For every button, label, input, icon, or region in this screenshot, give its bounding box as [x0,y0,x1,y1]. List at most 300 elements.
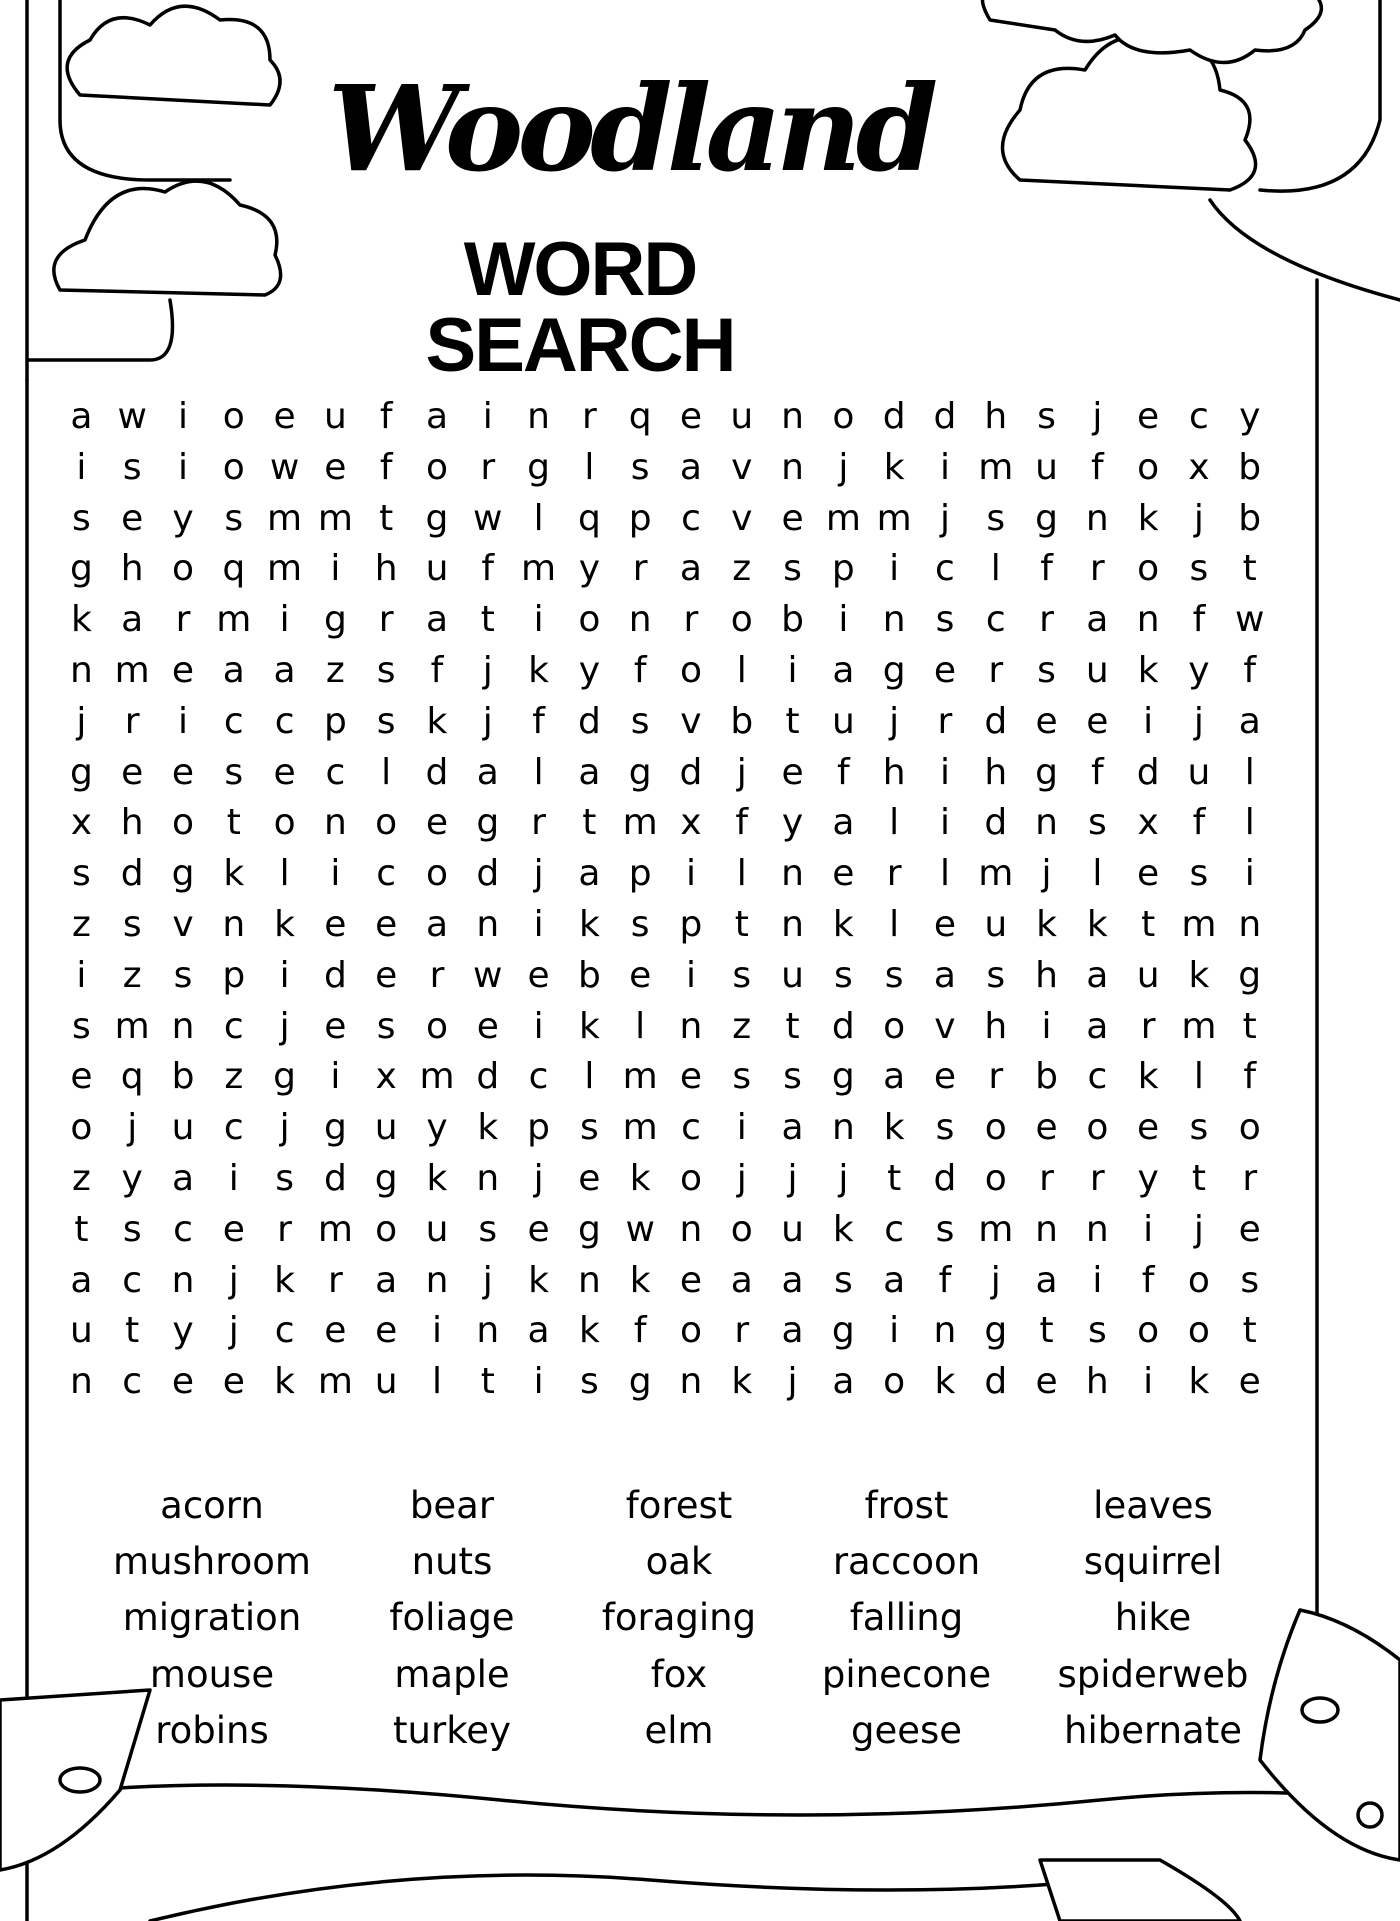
grid-letter[interactable]: v [934,1005,956,1047]
grid-letter[interactable]: s [72,853,91,895]
grid-letter[interactable]: f [1192,599,1206,641]
grid-letter[interactable]: o [1137,548,1160,590]
grid-letter[interactable]: f [1192,802,1206,844]
grid-letter[interactable]: k [883,1107,905,1149]
grid-letter[interactable]: s [72,497,91,539]
grid-letter[interactable]: s [224,751,244,793]
grid-letter[interactable]: i [1143,1208,1154,1250]
grid-letter[interactable]: a [70,396,93,437]
grid-letter[interactable]: s [732,954,752,996]
grid-letter[interactable]: d [831,1005,855,1047]
grid-letter[interactable]: j [1041,853,1052,895]
grid-letter[interactable]: j [228,1310,239,1352]
grid-letter[interactable]: r [1089,548,1105,590]
grid-letter[interactable]: e [375,903,398,945]
grid-letter[interactable]: a [1086,599,1109,641]
grid-letter[interactable]: m [317,1208,353,1250]
grid-letter[interactable]: d [984,700,1008,742]
grid-letter[interactable]: v [680,700,702,742]
grid-letter[interactable]: k [426,1157,448,1199]
grid-letter[interactable]: f [938,1259,952,1301]
grid-letter[interactable]: a [425,396,448,437]
grid-letter[interactable]: d [984,1361,1008,1403]
grid-letter[interactable]: l [1244,751,1255,793]
grid-letter[interactable]: k [274,1361,296,1403]
grid-letter[interactable]: e [578,1157,601,1199]
grid-letter[interactable]: v [731,497,753,539]
grid-letter[interactable]: k [70,599,92,641]
grid-letter[interactable]: f [837,751,850,793]
grid-letter[interactable]: s [478,1208,498,1250]
grid-letter[interactable]: q [120,1056,144,1098]
grid-letter[interactable]: k [934,1361,956,1403]
grid-letter[interactable]: d [323,954,347,996]
grid-letter[interactable]: k [1188,954,1210,996]
grid-letter[interactable]: y [172,1310,194,1352]
grid-letter[interactable]: y [426,1107,448,1149]
grid-letter[interactable]: u [1035,446,1058,488]
grid-letter[interactable]: e [781,497,804,539]
grid-letter[interactable]: x [1188,446,1210,488]
grid-letter[interactable]: s [935,599,955,641]
grid-letter[interactable]: t [226,802,241,844]
grid-letter[interactable]: n [882,599,906,641]
grid-letter[interactable]: l [533,497,544,539]
grid-letter[interactable]: t [74,1208,89,1250]
grid-letter[interactable]: t [125,1310,140,1352]
grid-letter[interactable]: i [1143,700,1154,742]
grid-letter[interactable]: e [375,954,398,996]
grid-letter[interactable]: z [122,954,142,996]
grid-letter[interactable]: k [629,1259,651,1301]
grid-letter[interactable]: e [324,903,347,945]
grid-letter[interactable]: p [323,700,347,742]
grid-letter[interactable]: i [482,396,493,437]
grid-letter[interactable]: g [527,446,550,488]
grid-letter[interactable]: a [1035,1259,1058,1301]
grid-letter[interactable]: f [532,700,545,742]
grid-letter[interactable]: g [831,1056,855,1098]
grid-letter[interactable]: k [832,1208,854,1250]
grid-letter[interactable]: p [628,853,652,895]
grid-letter[interactable]: h [120,802,144,844]
grid-letter[interactable]: c [274,1310,295,1352]
grid-letter[interactable]: b [577,954,601,996]
grid-letter[interactable]: w [625,1208,655,1250]
grid-letter[interactable]: a [832,1361,855,1403]
grid-letter[interactable]: e [1137,853,1160,895]
grid-letter[interactable]: e [273,751,296,793]
grid-letter[interactable]: s [1189,1107,1209,1149]
grid-letter[interactable]: u [69,1310,93,1352]
grid-letter[interactable]: s [72,1005,91,1047]
grid-letter[interactable]: j [889,700,900,742]
grid-letter[interactable]: e [679,396,703,437]
grid-letter[interactable]: d [323,1157,347,1199]
grid-letter[interactable]: j [838,1157,849,1199]
grid-letter[interactable]: i [685,853,696,895]
grid-letter[interactable]: f [481,548,495,590]
grid-letter[interactable]: r [124,700,140,742]
grid-letter[interactable]: r [581,396,597,437]
grid-letter[interactable]: m [419,1056,455,1098]
grid-letter[interactable]: g [1238,954,1262,996]
grid-letter[interactable]: d [476,1056,500,1098]
grid-letter[interactable]: d [120,853,144,895]
grid-letter[interactable]: s [986,954,1006,996]
grid-letter[interactable]: s [579,1361,599,1403]
grid-letter[interactable]: k [528,649,549,691]
grid-letter[interactable]: o [883,1005,906,1047]
grid-letter[interactable]: j [279,1107,290,1149]
grid-letter[interactable]: t [1242,1005,1257,1047]
grid-letter[interactable]: e [324,446,347,488]
grid-letter[interactable]: b [730,700,754,742]
grid-letter[interactable]: o [171,548,194,590]
grid-letter[interactable]: e [781,751,804,793]
grid-letter[interactable]: o [883,1361,906,1403]
grid-letter[interactable]: r [886,853,902,895]
grid-letter[interactable]: k [528,1259,549,1301]
grid-letter[interactable]: j [787,1157,798,1199]
grid-letter[interactable]: s [122,903,142,945]
grid-letter[interactable]: h [984,396,1008,437]
grid-letter[interactable]: j [76,700,87,742]
grid-letter[interactable]: n [323,802,347,844]
grid-letter[interactable]: s [783,1056,802,1098]
grid-letter[interactable]: s [630,700,650,742]
grid-letter[interactable]: k [578,1310,600,1352]
grid-letter[interactable]: t [785,700,800,742]
grid-letter[interactable]: e [933,903,957,945]
grid-letter[interactable]: g [374,1157,398,1199]
grid-letter[interactable]: i [279,599,290,641]
grid-letter[interactable]: a [933,954,956,996]
grid-letter[interactable]: i [838,599,849,641]
grid-letter[interactable]: n [476,1157,500,1199]
grid-letter[interactable]: l [889,903,900,945]
grid-letter[interactable]: a [781,1259,804,1301]
grid-letter[interactable]: k [477,1107,499,1149]
grid-letter[interactable]: l [431,1361,442,1403]
grid-letter[interactable]: i [533,599,544,641]
grid-letter[interactable]: t [1242,548,1257,590]
grid-letter[interactable]: y [1239,396,1261,437]
grid-letter[interactable]: d [476,853,500,895]
grid-letter[interactable]: o [375,802,398,844]
grid-letter[interactable]: s [173,954,193,996]
grid-letter[interactable]: s [833,954,853,996]
grid-letter[interactable]: m [267,497,303,539]
grid-letter[interactable]: t [734,903,749,945]
grid-letter[interactable]: g [273,1056,297,1098]
grid-letter[interactable]: o [171,802,194,844]
grid-letter[interactable]: e [933,649,957,691]
grid-letter[interactable]: d [425,751,449,793]
grid-letter[interactable]: c [223,1107,244,1149]
grid-letter[interactable]: t [1191,1157,1206,1199]
grid-letter[interactable]: g [628,1361,652,1403]
grid-letter[interactable]: s [1189,853,1209,895]
grid-letter[interactable]: g [69,548,93,590]
grid-letter[interactable]: y [172,497,194,539]
grid-letter[interactable]: q [628,396,652,437]
grid-letter[interactable]: d [679,751,703,793]
grid-letter[interactable]: u [425,548,449,590]
grid-letter[interactable]: l [736,649,747,691]
grid-letter[interactable]: a [121,599,144,641]
grid-letter[interactable]: j [990,1259,1001,1301]
grid-letter[interactable]: s [783,548,802,590]
grid-letter[interactable]: f [430,649,444,691]
grid-letter[interactable]: l [584,446,595,488]
grid-letter[interactable]: o [679,649,702,691]
grid-letter[interactable]: e [1035,700,1058,742]
grid-letter[interactable]: i [177,446,188,488]
grid-letter[interactable]: z [325,649,345,691]
grid-letter[interactable]: i [76,446,87,488]
grid-letter[interactable]: n [1136,599,1160,641]
grid-letter[interactable]: h [984,751,1008,793]
grid-letter[interactable]: z [224,1056,244,1098]
grid-letter[interactable]: e [1238,1208,1261,1250]
grid-letter[interactable]: r [1140,1005,1156,1047]
grid-letter[interactable]: f [1141,1259,1155,1301]
grid-letter[interactable]: i [889,548,900,590]
grid-letter[interactable]: i [76,954,87,996]
grid-letter[interactable]: e [1035,1361,1058,1403]
grid-letter[interactable]: k [1086,903,1108,945]
grid-letter[interactable]: e [1035,1107,1058,1149]
grid-letter[interactable]: f [1040,548,1053,590]
grid-letter[interactable]: n [628,599,652,641]
grid-letter[interactable]: n [69,1361,93,1403]
grid-letter[interactable]: g [69,751,93,793]
grid-letter[interactable]: t [785,1005,800,1047]
grid-letter[interactable]: u [781,1208,804,1250]
grid-letter[interactable]: n [781,446,804,488]
grid-letter[interactable]: e [324,1310,347,1352]
grid-letter[interactable]: m [876,497,912,539]
grid-letter[interactable]: m [114,649,150,691]
grid-letter[interactable]: r [1242,1157,1258,1199]
grid-letter[interactable]: a [832,649,855,691]
grid-letter[interactable]: c [681,497,701,539]
grid-letter[interactable]: z [732,548,752,590]
grid-letter[interactable]: n [476,903,500,945]
grid-letter[interactable]: r [1089,1157,1105,1199]
grid-letter[interactable]: m [521,548,557,590]
grid-letter[interactable]: x [1137,802,1159,844]
grid-letter[interactable]: j [127,1107,138,1149]
grid-letter[interactable]: c [985,599,1006,641]
grid-letter[interactable]: l [279,853,290,895]
grid-letter[interactable]: v [731,446,753,488]
grid-letter[interactable]: r [480,446,496,488]
grid-letter[interactable]: y [781,802,804,844]
grid-letter[interactable]: x [375,1056,397,1098]
grid-letter[interactable]: i [330,548,341,590]
grid-letter[interactable]: o [1187,1259,1210,1301]
grid-letter[interactable]: w [473,497,503,539]
grid-letter[interactable]: b [171,1056,195,1098]
grid-letter[interactable]: s [630,446,650,488]
grid-letter[interactable]: r [937,700,953,742]
grid-letter[interactable]: j [787,1361,798,1403]
grid-letter[interactable]: t [480,1361,495,1403]
grid-letter[interactable]: f [735,802,749,844]
grid-letter[interactable]: j [838,446,849,488]
grid-letter[interactable]: a [781,1310,804,1352]
grid-letter[interactable]: i [685,954,696,996]
grid-letter[interactable]: o [679,1310,702,1352]
grid-letter[interactable]: c [376,853,397,895]
grid-letter[interactable]: i [431,1310,442,1352]
grid-letter[interactable]: o [1187,1310,1210,1352]
grid-letter[interactable]: n [222,903,246,945]
grid-letter[interactable]: j [1193,497,1204,539]
grid-letter[interactable]: n [527,396,550,437]
grid-letter[interactable]: u [730,396,754,437]
grid-letter[interactable]: i [736,1107,747,1149]
grid-letter[interactable]: p [679,903,703,945]
grid-letter[interactable]: j [1193,700,1204,742]
grid-letter[interactable]: n [781,853,804,895]
grid-letter[interactable]: n [1035,802,1058,844]
grid-letter[interactable]: p [628,497,652,539]
grid-letter[interactable]: k [223,853,245,895]
grid-letter[interactable]: r [632,548,648,590]
grid-letter[interactable]: s [1189,548,1209,590]
grid-letter[interactable]: g [1035,497,1058,539]
grid-letter[interactable]: e [933,1056,957,1098]
grid-letter[interactable]: k [426,700,448,742]
grid-letter[interactable]: m [317,497,353,539]
grid-letter[interactable]: e [629,954,652,996]
grid-letter[interactable]: a [679,446,702,488]
grid-letter[interactable]: u [323,396,347,437]
grid-letter[interactable]: m [978,446,1014,488]
grid-letter[interactable]: i [1244,853,1255,895]
grid-letter[interactable]: o [273,802,296,844]
grid-letter[interactable]: c [274,700,295,742]
grid-letter[interactable]: e [679,1056,703,1098]
grid-letter[interactable]: a [730,1259,753,1301]
grid-letter[interactable]: u [1136,954,1160,996]
grid-letter[interactable]: u [984,903,1008,945]
grid-letter[interactable]: y [578,548,601,590]
grid-letter[interactable]: k [1036,903,1057,945]
grid-letter[interactable]: s [1240,1259,1260,1301]
grid-letter[interactable]: u [1085,649,1109,691]
grid-letter[interactable]: j [482,700,493,742]
grid-letter[interactable]: x [70,802,93,844]
grid-letter[interactable]: f [1243,1056,1257,1098]
grid-letter[interactable]: a [425,599,448,641]
grid-letter[interactable]: l [635,1005,646,1047]
grid-letter[interactable]: i [889,1310,900,1352]
grid-letter[interactable]: d [577,700,601,742]
grid-letter[interactable]: l [1244,802,1255,844]
grid-letter[interactable]: s [376,1005,396,1047]
grid-letter[interactable]: g [171,853,195,895]
grid-letter[interactable]: g [1035,751,1058,793]
grid-letter[interactable]: n [69,649,93,691]
grid-letter[interactable]: j [736,751,747,793]
grid-letter[interactable]: g [831,1310,855,1352]
grid-letter[interactable]: s [630,903,650,945]
grid-letter[interactable]: t [1141,903,1156,945]
grid-letter[interactable]: l [533,751,544,793]
grid-letter[interactable]: n [781,396,804,437]
grid-letter[interactable]: m [978,853,1014,895]
grid-letter[interactable]: o [1238,1107,1261,1149]
grid-letter[interactable]: u [1187,751,1211,793]
grid-letter[interactable]: k [1137,1056,1159,1098]
grid-letter[interactable]: z [732,1005,752,1047]
grid-letter[interactable]: r [175,599,191,641]
grid-letter[interactable]: m [216,599,252,641]
grid-letter[interactable]: u [831,700,855,742]
grid-letter[interactable]: l [736,853,747,895]
grid-letter[interactable]: s [1037,396,1056,437]
grid-letter[interactable]: n [1085,1208,1109,1250]
grid-letter[interactable]: i [279,954,290,996]
grid-letter[interactable]: a [578,751,601,793]
grid-letter[interactable]: h [374,548,398,590]
grid-letter[interactable]: r [1039,599,1054,641]
grid-letter[interactable]: m [1181,903,1217,945]
grid-letter[interactable]: t [379,497,394,539]
grid-letter[interactable]: e [171,751,195,793]
grid-letter[interactable]: a [1238,700,1261,742]
grid-letter[interactable]: c [122,1361,143,1403]
grid-letter[interactable]: a [1086,1005,1109,1047]
grid-letter[interactable]: d [933,1157,957,1199]
grid-letter[interactable]: o [1137,446,1160,488]
grid-letter[interactable]: n [171,1259,195,1301]
grid-letter[interactable]: i [177,396,188,437]
grid-letter[interactable]: a [1086,954,1109,996]
grid-letter[interactable]: u [171,1107,195,1149]
grid-letter[interactable]: a [781,1107,804,1149]
grid-letter[interactable]: w [473,954,503,996]
grid-letter[interactable]: n [1085,497,1109,539]
grid-letter[interactable]: k [274,903,296,945]
grid-letter[interactable]: j [279,1005,290,1047]
grid-letter[interactable]: w [1235,599,1265,641]
grid-letter[interactable]: y [1137,1157,1159,1199]
grid-letter[interactable]: r [683,599,699,641]
grid-letter[interactable]: e [121,497,144,539]
grid-letter[interactable]: a [476,751,499,793]
grid-letter[interactable]: k [731,1361,753,1403]
grid-letter[interactable]: s [579,1107,599,1149]
grid-letter[interactable]: e [171,1361,195,1403]
grid-letter[interactable]: e [1137,1107,1160,1149]
grid-letter[interactable]: e [121,751,144,793]
grid-letter[interactable]: k [578,903,600,945]
grid-letter[interactable]: g [984,1310,1008,1352]
grid-letter[interactable]: n [476,1310,500,1352]
grid-letter[interactable]: f [379,396,393,437]
grid-letter[interactable]: e [171,649,195,691]
grid-letter[interactable]: j [533,1157,544,1199]
grid-letter[interactable]: z [71,1157,91,1199]
grid-letter[interactable]: k [1137,649,1159,691]
grid-letter[interactable]: a [273,649,296,691]
grid-letter[interactable]: b [1238,497,1262,539]
